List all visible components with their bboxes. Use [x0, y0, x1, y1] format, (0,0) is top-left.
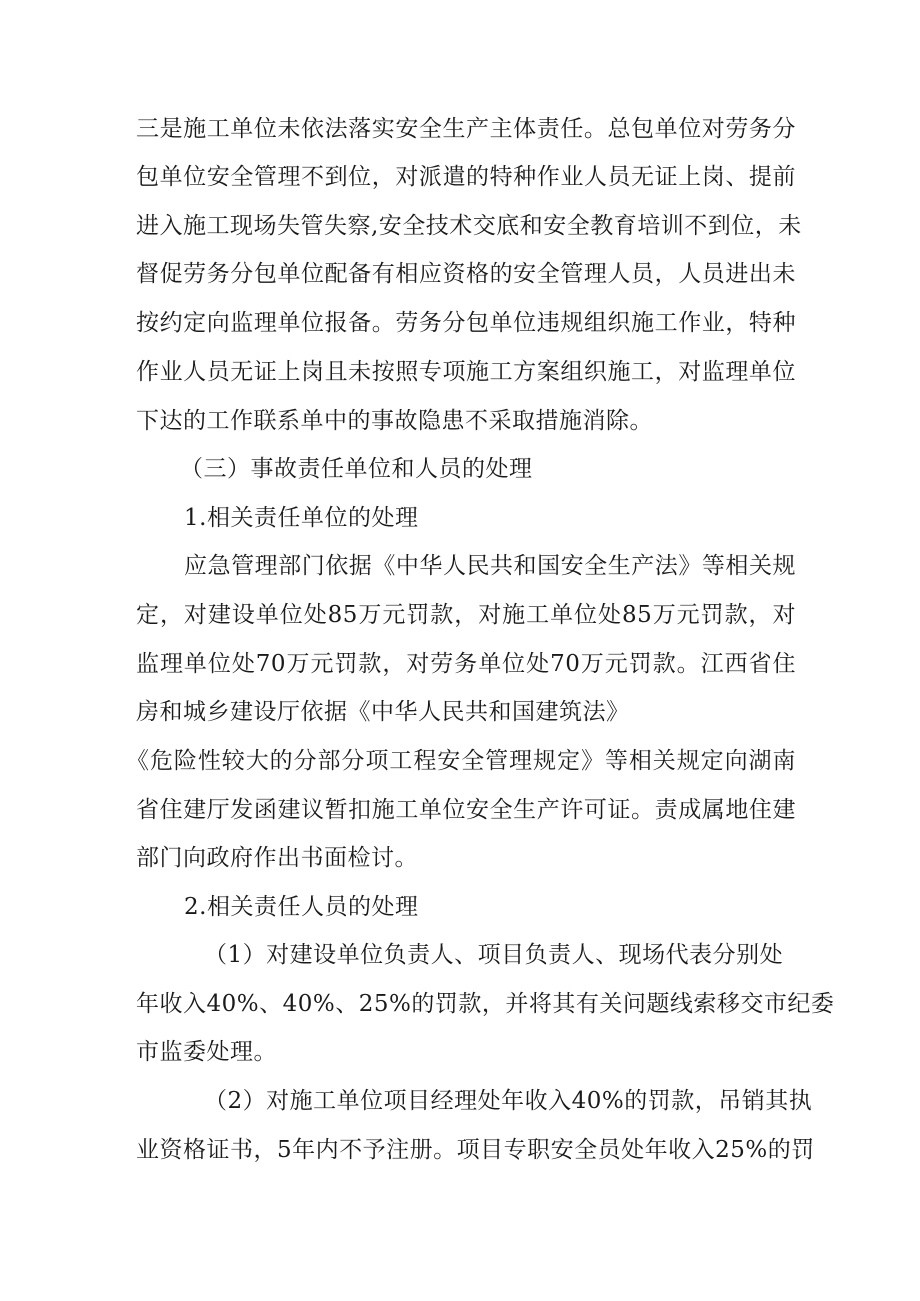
- paragraph-line: 包单位安全管理不到位，对派遣的特种作业人员无证上岗、提前: [136, 164, 796, 190]
- paragraph-line: 三是施工单位未依法落实安全生产主体责任。总包单位对劳务分: [136, 116, 796, 142]
- paragraph-line: 监理单位处70万元罚款，对劳务单位处70万元罚款。江西省住: [136, 651, 796, 677]
- section-heading: （三）事故责任单位和人员的处理: [180, 456, 533, 482]
- subsection-heading: 2.相关责任人员的处理: [184, 894, 419, 920]
- paragraph-line: 省住建厅发函建议暂扣施工单位安全生产许可证。责成属地住建: [136, 797, 796, 823]
- paragraph-line: （2）对施工单位项目经理处年收入40%的罚款，吊销其执: [204, 1088, 813, 1114]
- paragraph-line: 业资格证书，5年内不予注册。项目专职安全员处年收入25%的罚: [136, 1137, 815, 1163]
- paragraph-line: 应急管理部门依据《中华人民共和国安全生产法》等相关规: [184, 553, 796, 579]
- paragraph-line: 按约定向监理单位报备。劳务分包单位违规组织施工作业，特种: [136, 310, 796, 336]
- paragraph-line: 房和城乡建设厅依据《中华人民共和国建筑法》: [136, 699, 630, 725]
- paragraph-line: 督促劳务分包单位配备有相应资格的安全管理人员，人员进出未: [136, 261, 796, 287]
- paragraph-line: 作业人员无证上岗且未按照专项施工方案组织施工，对监理单位: [136, 359, 796, 385]
- paragraph-line: 年收入40%、40%、25%的罚款，并将其有关问题线索移交市纪委: [136, 991, 835, 1017]
- paragraph-line: 《危险性较大的分部分项工程安全管理规定》等相关规定向湖南: [126, 748, 796, 774]
- paragraph-line: （1）对建设单位负责人、项目负责人、现场代表分别处: [204, 942, 784, 968]
- paragraph-line: 进入施工现场失管失察,安全技术交底和安全教育培训不到位，未: [136, 213, 802, 239]
- paragraph-line: 部门向政府作出书面检讨。: [136, 845, 418, 871]
- subsection-heading: 1.相关责任单位的处理: [184, 505, 419, 531]
- paragraph-line: 定，对建设单位处85万元罚款，对施工单位处85万元罚款，对: [136, 602, 796, 628]
- paragraph-line: 市监委处理。: [136, 1039, 277, 1065]
- paragraph-line: 下达的工作联系单中的事故隐患不采取措施消除。: [136, 408, 653, 434]
